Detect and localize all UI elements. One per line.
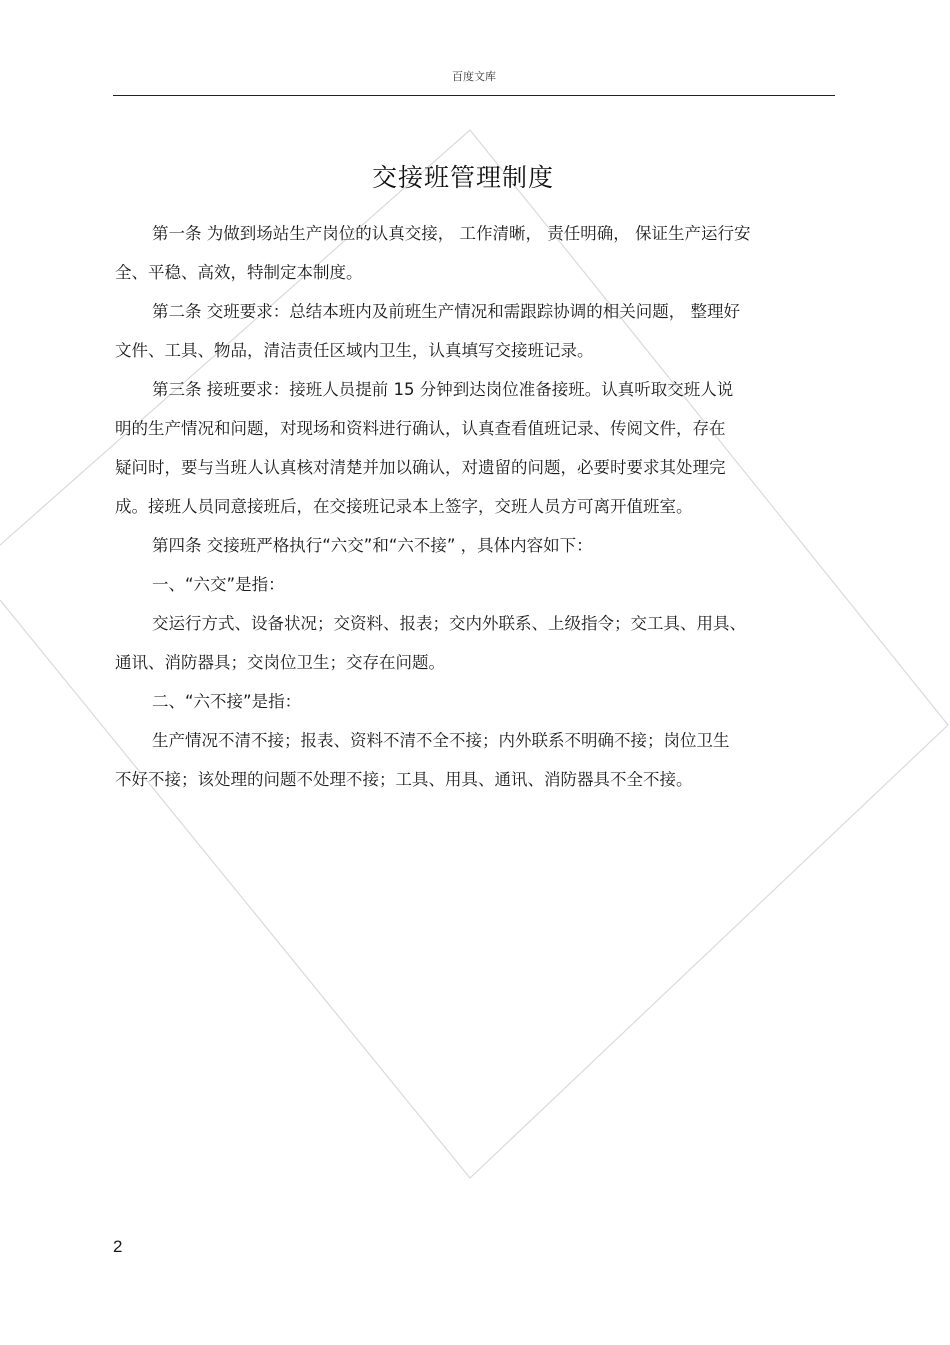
body-line: 不好不接；该处理的问题不处理不接；工具、用具、通讯、消防器具不全不接。	[115, 770, 693, 789]
body-line: 交运行方式、设备状况；交资料、报表；交内外联系、上级指令；交工具、用具、	[152, 614, 746, 633]
body-line: 第三条 接班要求：接班人员提前 15 分钟到达岗位准备接班。认真听取交班人说	[152, 380, 734, 399]
body-line: 第四条 交接班严格执行“六交”和“六不接” ，具体内容如下：	[152, 536, 593, 555]
body-line: 第一条 为做到场站生产岗位的认真交接， 工作清晰， 责任明确， 保证生产运行安	[152, 224, 751, 243]
body-line: 生产情况不清不接；报表、资料不清不全不接；内外联系不明确不接；岗位卫生	[152, 731, 730, 750]
body-line: 一、“六交”是指：	[152, 575, 285, 594]
body-line: 成。接班人员同意接班后，在交接班记录本上签字，交班人员方可离开值班室。	[115, 497, 693, 516]
document-title: 交接班管理制度	[371, 163, 554, 192]
body-line: 文件、工具、物品，清洁责任区域内卫生，认真填写交接班记录。	[115, 341, 594, 360]
document-body	[115, 214, 825, 799]
body-line: 全、平稳、高效，特制定本制度。	[115, 263, 363, 282]
body-line: 明的生产情况和问题，对现场和资料进行确认，认真查看值班记录、传阅文件，存在	[115, 419, 726, 438]
body-line: 第二条 交班要求：总结本班内及前班生产情况和需跟踪协调的相关问题， 整理好	[152, 302, 740, 321]
body-line: 疑问时，要与当班人认真核对清楚并加以确认，对遗留的问题，必要时要求其处理完	[115, 458, 726, 477]
header-site-name: 百度文库	[452, 70, 496, 83]
page-number: 2	[113, 1237, 123, 1256]
body-line: 通讯、消防器具；交岗位卫生；交存在问题。	[115, 653, 445, 672]
header-divider	[113, 95, 835, 96]
body-line: 二、“六不接”是指：	[152, 692, 302, 711]
